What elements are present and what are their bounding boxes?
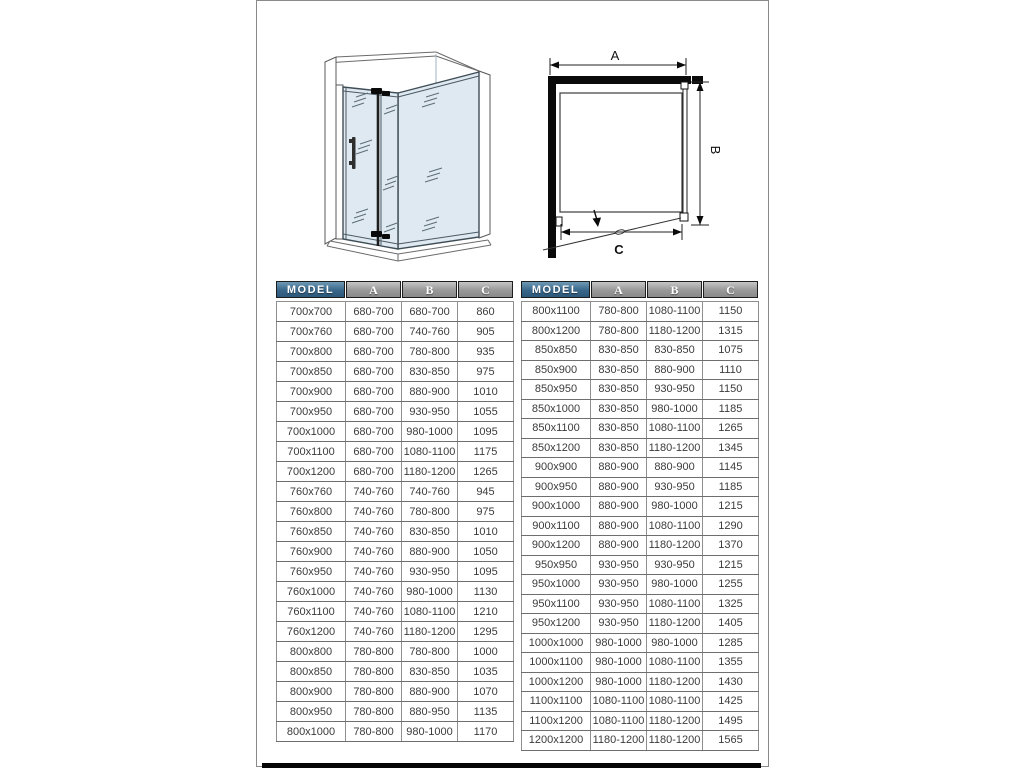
left-wall	[325, 57, 336, 244]
table-row	[277, 402, 514, 422]
table-cell: 1185	[703, 399, 759, 419]
table-cell: 780-800	[402, 642, 458, 662]
table-cell: 780-800	[346, 702, 402, 722]
table-row	[277, 482, 514, 502]
table-cell: 1145	[703, 458, 759, 478]
table-cell: 980-1000	[591, 672, 647, 692]
table-row	[522, 302, 759, 322]
table-cell: 1000x1100	[522, 653, 591, 673]
table-cell: 1080-1100	[402, 602, 458, 622]
table-cell: 1495	[703, 711, 759, 731]
table-cell: 930-950	[591, 614, 647, 634]
table-cell: 1425	[703, 692, 759, 712]
table-row	[522, 633, 759, 653]
table-cell: 780-800	[346, 642, 402, 662]
table-row	[277, 682, 514, 702]
table-cell: 1180-1200	[647, 711, 703, 731]
table-cell: 975	[458, 502, 514, 522]
table-cell: 830-850	[591, 380, 647, 400]
table-cell: 760x1100	[277, 602, 346, 622]
table-cell: 1095	[458, 562, 514, 582]
table-cell: 740-760	[346, 522, 402, 542]
table-cell: 830-850	[591, 360, 647, 380]
table-cell: 740-760	[346, 622, 402, 642]
tray-outline	[560, 93, 682, 212]
table-cell: 1095	[458, 422, 514, 442]
table-cell: 950x950	[522, 555, 591, 575]
table-cell: 830-850	[402, 522, 458, 542]
table-cell: 850x900	[522, 360, 591, 380]
table-cell: 1255	[703, 575, 759, 595]
size-table-left	[276, 281, 514, 742]
table-cell: 1180-1200	[402, 622, 458, 642]
table-cell: 930-950	[402, 402, 458, 422]
table-row	[522, 731, 759, 751]
table-cell: 1180-1200	[647, 614, 703, 634]
table-cell: 1100x1100	[522, 692, 591, 712]
table-cell: 980-1000	[647, 633, 703, 653]
table-cell: 780-800	[591, 321, 647, 341]
table-cell: 800x1000	[277, 722, 346, 742]
table-cell: 980-1000	[402, 722, 458, 742]
table-cell: 700x950	[277, 402, 346, 422]
table-cell: 950x1100	[522, 594, 591, 614]
table-cell: 1150	[703, 302, 759, 322]
shower-enclosure-3d-view	[312, 25, 512, 273]
table-cell: 980-1000	[647, 399, 703, 419]
table-cell: 1130	[458, 582, 514, 602]
table-cell: 900x950	[522, 477, 591, 497]
table-cell: 1315	[703, 321, 759, 341]
table-cell: 1565	[703, 731, 759, 751]
table-cell: 700x1200	[277, 462, 346, 482]
table-cell: 680-700	[346, 362, 402, 382]
table-cell: 900x1100	[522, 516, 591, 536]
table-cell: 700x800	[277, 342, 346, 362]
table-cell: 700x850	[277, 362, 346, 382]
table-cell: 1215	[703, 497, 759, 517]
table-cell: 935	[458, 342, 514, 362]
table-cell: 760x800	[277, 502, 346, 522]
table-row	[522, 458, 759, 478]
table-cell: 1405	[703, 614, 759, 634]
table-cell: 760x850	[277, 522, 346, 542]
table-cell: 830-850	[647, 341, 703, 361]
table-row	[522, 360, 759, 380]
table-row	[277, 662, 514, 682]
table-cell: 1430	[703, 672, 759, 692]
size-table-right-body	[521, 301, 759, 751]
table-cell: 1215	[703, 555, 759, 575]
table-cell: 980-1000	[402, 422, 458, 442]
table-cell: 700x1000	[277, 422, 346, 442]
table-cell: 680-700	[402, 302, 458, 322]
table-cell: 700x900	[277, 382, 346, 402]
table-cell: 680-700	[346, 322, 402, 342]
table-cell: 760x950	[277, 562, 346, 582]
top-wall-bar-end	[692, 76, 703, 84]
table-cell: 780-800	[402, 342, 458, 362]
table-cell: 1050	[458, 542, 514, 562]
table-row	[522, 692, 759, 712]
table-row	[277, 602, 514, 622]
table-cell: 760x900	[277, 542, 346, 562]
table-cell: 740-760	[346, 482, 402, 502]
table-cell: 830-850	[591, 438, 647, 458]
table-cell: 740-760	[346, 502, 402, 522]
table-cell: 1285	[703, 633, 759, 653]
table-cell: 780-800	[346, 682, 402, 702]
header-b: B	[647, 281, 702, 298]
table-cell: 905	[458, 322, 514, 342]
table-cell: 880-900	[591, 477, 647, 497]
table-cell: 1070	[458, 682, 514, 702]
table-cell: 980-1000	[402, 582, 458, 602]
table-cell: 975	[458, 362, 514, 382]
table-cell: 1180-1200	[647, 672, 703, 692]
table-cell: 1080-1100	[591, 692, 647, 712]
bottom-rule	[262, 763, 761, 768]
header-c: C	[703, 281, 758, 298]
table-cell: 1080-1100	[647, 302, 703, 322]
table-cell: 1265	[458, 462, 514, 482]
table-cell: 980-1000	[647, 575, 703, 595]
header-b: B	[402, 281, 457, 298]
table-cell: 1265	[703, 419, 759, 439]
table-cell: 1035	[458, 662, 514, 682]
table-cell: 980-1000	[647, 497, 703, 517]
table-cell: 950x1000	[522, 575, 591, 595]
table-cell: 760x1200	[277, 622, 346, 642]
table-row	[522, 438, 759, 458]
table-header-row	[276, 281, 513, 298]
table-cell: 760x760	[277, 482, 346, 502]
table-cell: 850x1200	[522, 438, 591, 458]
table-cell: 1080-1100	[591, 711, 647, 731]
table-cell: 850x1100	[522, 419, 591, 439]
table-cell: 1000x1200	[522, 672, 591, 692]
table-cell: 1370	[703, 536, 759, 556]
dimension-c-label: C	[614, 242, 624, 257]
table-cell: 880-900	[591, 497, 647, 517]
table-cell: 880-900	[647, 458, 703, 478]
table-cell: 780-800	[402, 502, 458, 522]
table-row	[277, 502, 514, 522]
dimension-a-label: A	[610, 48, 620, 63]
table-cell: 800x850	[277, 662, 346, 682]
table-cell: 880-900	[591, 536, 647, 556]
header-model: MODEL	[276, 281, 345, 298]
table-row	[277, 382, 514, 402]
size-table-left-body	[276, 301, 514, 742]
table-cell: 900x1000	[522, 497, 591, 517]
table-row	[277, 422, 514, 442]
table-cell: 740-760	[346, 562, 402, 582]
table-cell: 680-700	[346, 442, 402, 462]
table-cell: 1200x1200	[522, 731, 591, 751]
table-row	[277, 462, 514, 482]
table-cell: 740-760	[402, 482, 458, 502]
table-cell: 950x1200	[522, 614, 591, 634]
table-cell: 740-760	[402, 322, 458, 342]
table-cell: 680-700	[346, 382, 402, 402]
table-row	[277, 562, 514, 582]
table-cell: 1290	[703, 516, 759, 536]
table-cell: 680-700	[346, 402, 402, 422]
table-row	[522, 672, 759, 692]
table-cell: 1180-1200	[647, 321, 703, 341]
table-cell: 880-900	[591, 516, 647, 536]
table-row	[522, 380, 759, 400]
table-cell: 1080-1100	[647, 653, 703, 673]
table-row	[277, 542, 514, 562]
size-table-right	[521, 281, 759, 751]
table-row	[522, 536, 759, 556]
table-cell: 900x900	[522, 458, 591, 478]
table-row	[522, 653, 759, 673]
table-cell: 880-900	[402, 382, 458, 402]
side-glass-panel	[398, 72, 479, 249]
table-cell: 1210	[458, 602, 514, 622]
table-cell: 740-760	[346, 582, 402, 602]
plan-view-diagram	[535, 30, 755, 258]
table-cell: 740-760	[346, 542, 402, 562]
table-cell: 740-760	[346, 602, 402, 622]
table-header-row	[521, 281, 758, 298]
table-cell: 680-700	[346, 342, 402, 362]
table-row	[522, 614, 759, 634]
table-row	[277, 582, 514, 602]
table-cell: 1080-1100	[647, 692, 703, 712]
table-cell: 700x1100	[277, 442, 346, 462]
wall-top-edges	[325, 52, 490, 75]
table-cell: 830-850	[591, 399, 647, 419]
table-cell: 1180-1200	[402, 462, 458, 482]
table-cell: 680-700	[346, 422, 402, 442]
table-cell: 930-950	[647, 555, 703, 575]
header-a: A	[346, 281, 401, 298]
table-cell: 860	[458, 302, 514, 322]
left-wall-bar	[548, 76, 556, 258]
table-cell: 1100x1200	[522, 711, 591, 731]
table-row	[277, 362, 514, 382]
table-row	[522, 477, 759, 497]
table-cell: 1000	[458, 642, 514, 662]
table-row	[522, 321, 759, 341]
table-cell: 880-900	[402, 682, 458, 702]
table-cell: 1000x1000	[522, 633, 591, 653]
table-cell: 930-950	[647, 477, 703, 497]
table-cell: 680-700	[346, 302, 402, 322]
table-cell: 900x1200	[522, 536, 591, 556]
table-cell: 1180-1200	[647, 438, 703, 458]
table-cell: 930-950	[647, 380, 703, 400]
table-cell: 1080-1100	[647, 594, 703, 614]
table-cell: 1180-1200	[591, 731, 647, 751]
table-cell: 1185	[703, 477, 759, 497]
table-cell: 850x1000	[522, 399, 591, 419]
table-row	[522, 399, 759, 419]
table-cell: 1080-1100	[402, 442, 458, 462]
table-row	[277, 442, 514, 462]
table-cell: 880-900	[647, 360, 703, 380]
table-row	[277, 622, 514, 642]
top-wall-bar	[549, 76, 691, 84]
table-cell: 800x950	[277, 702, 346, 722]
table-cell: 1080-1100	[647, 419, 703, 439]
table-cell: 680-700	[346, 462, 402, 482]
table-row	[522, 341, 759, 361]
header-a: A	[591, 281, 646, 298]
table-cell: 780-800	[346, 662, 402, 682]
table-row	[522, 575, 759, 595]
table-row	[277, 522, 514, 542]
table-cell: 980-1000	[591, 633, 647, 653]
table-cell: 780-800	[591, 302, 647, 322]
table-cell: 800x800	[277, 642, 346, 662]
table-cell: 880-900	[591, 458, 647, 478]
table-cell: 1180-1200	[647, 536, 703, 556]
table-cell: 1170	[458, 722, 514, 742]
table-cell: 1325	[703, 594, 759, 614]
table-row	[277, 722, 514, 742]
door-swing-line	[543, 210, 681, 250]
table-cell: 1075	[703, 341, 759, 361]
table-cell: 700x700	[277, 302, 346, 322]
table-cell: 880-950	[402, 702, 458, 722]
table-cell: 930-950	[591, 555, 647, 575]
door-glass-panel	[343, 87, 398, 249]
dimension-b-arrow	[691, 82, 709, 225]
table-cell: 945	[458, 482, 514, 502]
table-row	[277, 642, 514, 662]
table-cell: 1180-1200	[647, 731, 703, 751]
table-row	[522, 419, 759, 439]
table-cell: 800x900	[277, 682, 346, 702]
table-row	[277, 342, 514, 362]
table-cell: 850x950	[522, 380, 591, 400]
table-cell: 1355	[703, 653, 759, 673]
table-cell: 1010	[458, 522, 514, 542]
table-cell: 830-850	[591, 419, 647, 439]
table-row	[277, 322, 514, 342]
table-cell: 1010	[458, 382, 514, 402]
table-row	[522, 594, 759, 614]
table-cell: 1175	[458, 442, 514, 462]
table-cell: 830-850	[591, 341, 647, 361]
table-cell: 880-900	[402, 542, 458, 562]
table-cell: 800x1100	[522, 302, 591, 322]
table-cell: 930-950	[591, 575, 647, 595]
table-row	[277, 702, 514, 722]
table-cell: 1150	[703, 380, 759, 400]
table-cell: 830-850	[402, 662, 458, 682]
table-cell: 760x1000	[277, 582, 346, 602]
table-row	[522, 711, 759, 731]
dimension-c-arrow	[561, 224, 682, 240]
table-cell: 850x850	[522, 341, 591, 361]
wall-profile	[336, 85, 343, 239]
table-cell: 930-950	[591, 594, 647, 614]
table-cell: 980-1000	[591, 653, 647, 673]
table-cell: 700x760	[277, 322, 346, 342]
table-cell: 1295	[458, 622, 514, 642]
table-cell: 1055	[458, 402, 514, 422]
right-wall	[479, 71, 490, 238]
table-cell: 830-850	[402, 362, 458, 382]
table-cell: 930-950	[402, 562, 458, 582]
table-row	[277, 302, 514, 322]
table-row	[522, 497, 759, 517]
table-row	[522, 516, 759, 536]
table-cell: 780-800	[346, 722, 402, 742]
table-cell: 1135	[458, 702, 514, 722]
header-model: MODEL	[521, 281, 590, 298]
table-cell: 1080-1100	[647, 516, 703, 536]
dimension-b-label: B	[708, 145, 723, 155]
header-c: C	[458, 281, 513, 298]
table-cell: 800x1200	[522, 321, 591, 341]
table-cell: 1345	[703, 438, 759, 458]
table-row	[522, 555, 759, 575]
table-cell: 1110	[703, 360, 759, 380]
